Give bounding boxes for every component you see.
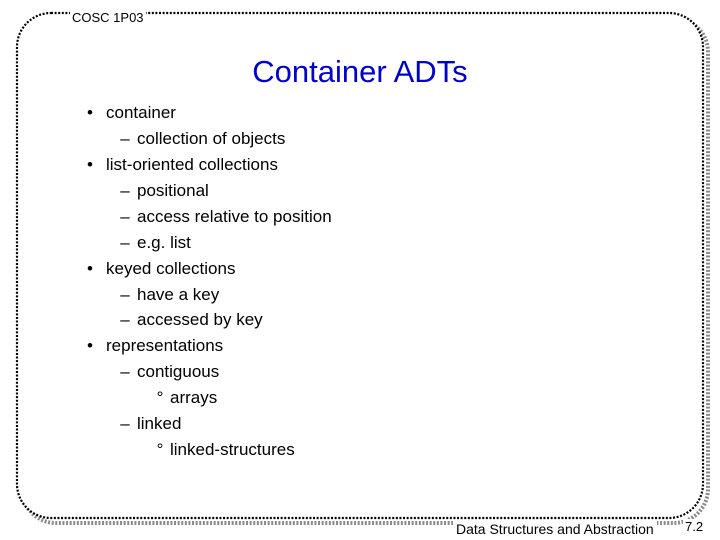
list-item-text: list-oriented collections <box>106 155 278 174</box>
list-item-text: linked <box>137 414 182 433</box>
list-item-text: positional <box>137 181 209 200</box>
list-item-text: accessed by key <box>137 310 263 329</box>
bullet-marker: • <box>87 103 93 122</box>
list-item-text: collection of objects <box>137 129 286 148</box>
list-item-text: have a key <box>137 285 220 304</box>
bullet-marker: • <box>87 336 93 355</box>
degree-marker: ° <box>156 440 164 459</box>
list-item-text: container <box>106 103 176 122</box>
dash-marker: – <box>120 129 130 148</box>
bullet-marker: • <box>87 155 93 174</box>
slide-title-text: Container ADTs <box>252 54 468 89</box>
dash-marker: – <box>120 233 130 252</box>
list-item-text: contiguous <box>137 362 220 381</box>
dash-marker: – <box>120 362 130 381</box>
dash-marker: – <box>120 285 130 304</box>
dash-marker: – <box>120 181 130 200</box>
dash-marker: – <box>120 310 130 329</box>
list-item-text: access relative to position <box>137 207 332 226</box>
list-item-text: linked-structures <box>170 440 295 459</box>
list-item-text: keyed collections <box>106 259 236 278</box>
list-item-text: arrays <box>170 388 218 407</box>
list-item-text: e.g. list <box>137 233 191 252</box>
dash-marker: – <box>120 207 130 226</box>
footer-title: Data Structures and Abstraction <box>453 521 657 537</box>
bullet-marker: • <box>87 259 93 278</box>
list-item-text: representations <box>106 336 224 355</box>
dash-marker: – <box>120 414 130 433</box>
course-code: COSC 1P03 <box>72 10 144 25</box>
degree-marker: ° <box>156 388 164 407</box>
page-number: 7.2 <box>685 519 704 534</box>
